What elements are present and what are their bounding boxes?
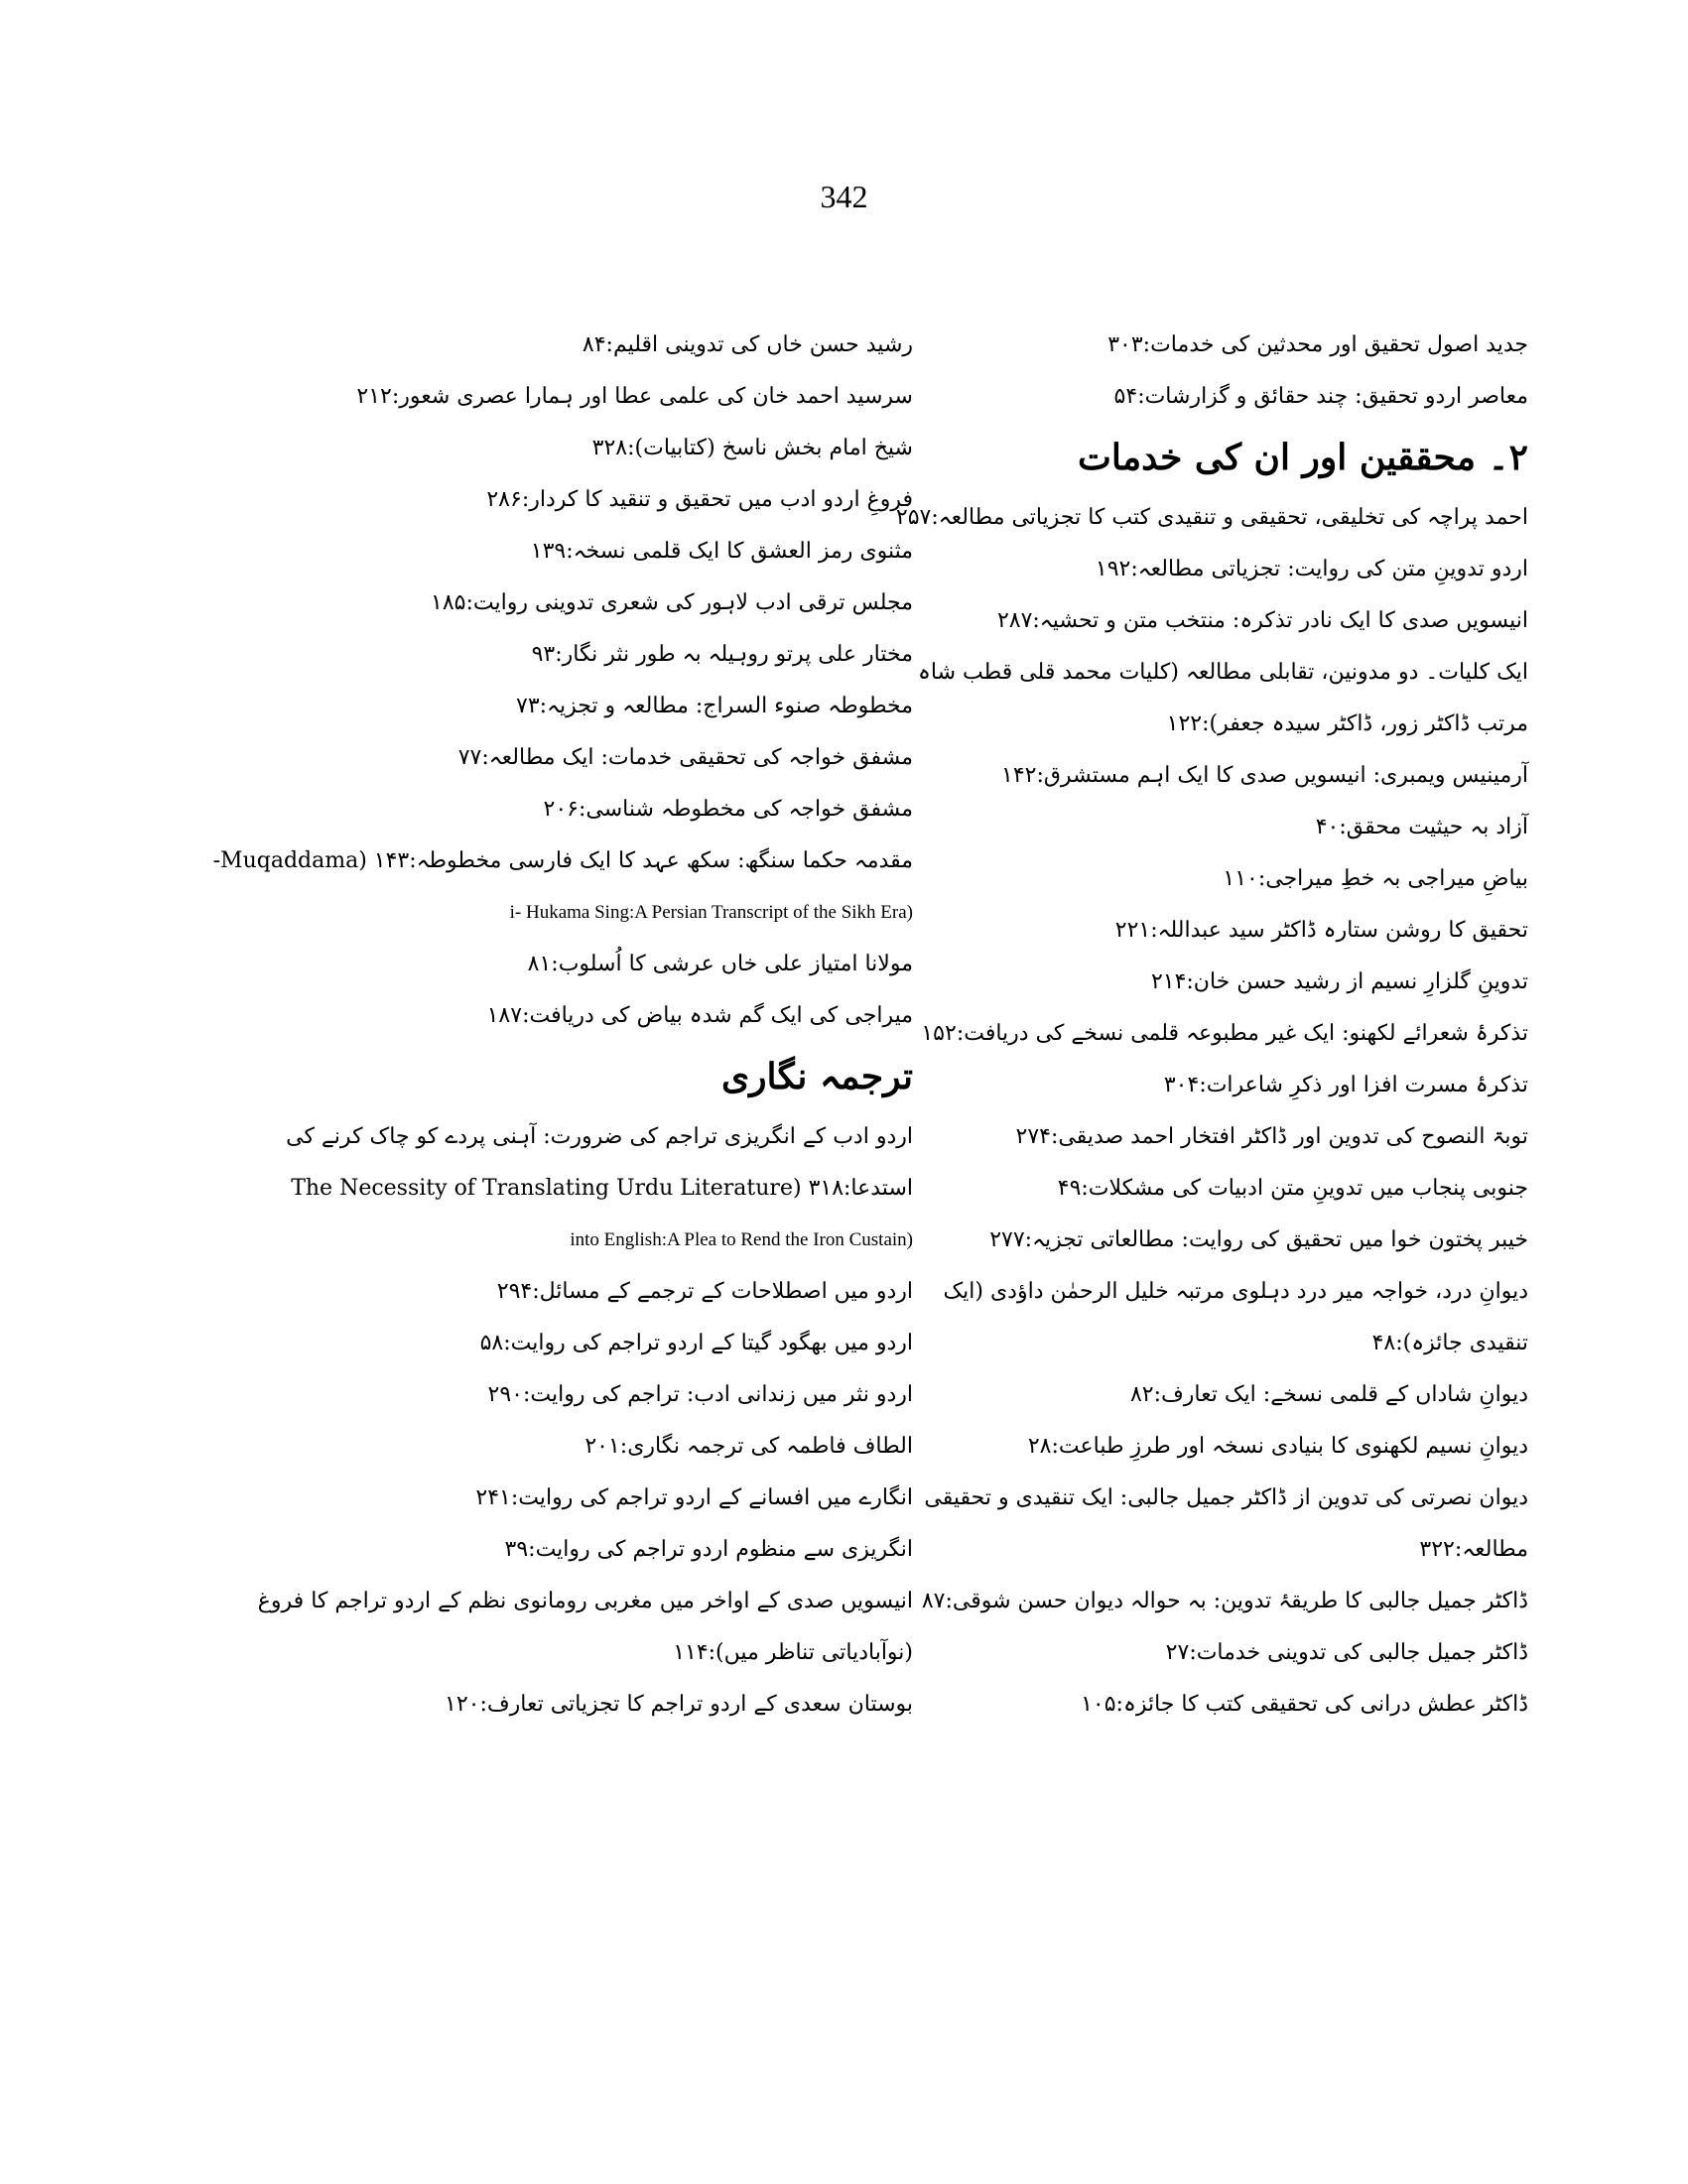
page-number: 342 [820,179,868,214]
list-item: انگریزی سے منظوم اردو تراجم کی روایت:۳۹ [504,1537,913,1562]
list-item: انیسویں صدی کے اواخر میں مغربی رومانوی نظم کے اردو تراجم کا فروغ [257,1589,913,1613]
list-item: مخطوطہ صنوء السراج: مطالعہ و تجزیہ:۷۳ [516,694,913,718]
list-item: تذکرۂ مسرت افزا اور ذکرِ شاعرات:۳۰۴ [1163,1073,1528,1097]
list-item: ڈاکٹر جمیل جالبی کی تدوینی خدمات:۲۷ [1165,1640,1528,1665]
list-item: ایک کلیات۔ دو مدونین، تقابلی مطالعہ (کلیات محمد قلی قطب شاہ مرتب ڈاکٹر زور، ڈاکٹر سیدہ جعفر):۱۲۲ [918,660,1528,736]
list-item: into English:A Plea to Rend the Iron Custain) [570,1229,913,1250]
list-item: جنوبی پنجاب میں تدوینِ متن ادبیات کی مشکلات:۴۹ [1057,1176,1528,1201]
list-item: مثنوی رمز العشق کا ایک قلمی نسخہ:۱۳۹ [530,539,913,564]
list-item: مشفق خواجہ کی تحقیقی خدمات: ایک مطالعہ:۷۷ [457,745,913,770]
list-item: ڈاکٹر جمیل جالبی کا طریقۂ تدوین: بہ حوالہ دیوان حسن شوقی:۸۷ [921,1589,1528,1613]
list-item: آزاد بہ حیثیت محقق:۴۰ [1315,815,1528,839]
list-item: اردو نثر میں زندانی ادب: تراجم کی روایت:۲۹۰ [487,1382,913,1407]
list-item: انیسویں صدی کا ایک نادر تذکرہ: منتخب متن و تحشیہ:۲۸۷ [996,608,1528,633]
list-item: ڈاکٹر عطش درانی کی تحقیقی کتب کا جائزہ:۱۰۵ [1081,1692,1528,1717]
left-column [212,320,913,1731]
list-item: مقدمہ حکما سنگھ: سکھ عہد کا ایک فارسی مخطوطہ:۱۴۳ (Muqaddama- [212,848,913,873]
list-item: (نوآبادیاتی تناظر میں):۱۱۴ [673,1640,913,1665]
list-item: خیبر پختون خوا میں تحقیق کی روایت: مطالعاتی تجزیہ:۲۷۷ [989,1227,1528,1252]
list-item: دیوانِ نسیم لکھنوی کا بنیادی نسخہ اور طرزِ طباعت:۲۸ [1027,1434,1528,1459]
list-item: بیاضِ میراجی بہ خطِ میراجی:۱۱۰ [1223,866,1528,891]
list-item: مختار علی پرتو روہیلہ بہ طور نثر نگار:۹۳ [531,642,913,667]
list-item: جدید اصول تحقیق اور محدثین کی خدمات:۳۰۳ [1107,332,1528,357]
list-item: تذکرۂ شعرائے لکھنو: ایک غیر مطبوعہ قلمی نسخے کی دریافت:۱۵۲ [921,1021,1528,1046]
list-item: تدوینِ گلزارِ نسیم از رشید حسن خان:۲۱۴ [1150,969,1528,994]
list-item: دیوانِ شاداں کے قلمی نسخے: ایک تعارف:۸۲ [1129,1382,1528,1407]
list-item: میراجی کی ایک گم شدہ بیاض کی دریافت:۱۸۷ [486,1003,913,1028]
section-heading: ۲۔ محققین اور ان کی خدمات [1078,437,1528,478]
list-item: دیوانِ درد، خواجہ میر درد دہلوی مرتبہ خلیل الرحمٰن داؤدی (ایک تنقیدی جائزہ):۴۸ [943,1279,1528,1355]
list-item: بوستان سعدی کے اردو تراجم کا تجزیاتی تعارف:۱۲۰ [445,1692,913,1717]
list-item: فروغِ اردو ادب میں تحقیق و تنقید کا کردار:۲۸۶ [486,487,913,512]
list-item: استدعا:۳۱۸ (The Necessity of Translating Urdu Literature [291,1176,913,1201]
list-item: اردو ادب کے انگریزی تراجم کی ضرورت: آہنی پردے کو چاک کرنے کی [286,1124,913,1149]
list-item: احمد پراچہ کی تخلیقی، تحقیقی و تنقیدی کتب کا تجزیاتی مطالعہ:۲۵۷ [895,505,1528,530]
list-item: انگارے میں افسانے کے اردو تراجم کی روایت:۲۴۱ [475,1485,913,1510]
list-item: شیخ امام بخش ناسخ (کتابیات):۳۲۸ [591,436,913,460]
list-item: مشفق خواجہ کی مخطوطہ شناسی:۲۰۶ [543,797,913,822]
list-item: توبۃ النصوح کی تدوین اور ڈاکٹر افتخار احمد صدیقی:۲۷۴ [1015,1124,1528,1149]
right-column [895,320,1528,1731]
list-item: آرمینیس ویمبری: انیسویں صدی کا ایک اہم مستشرق:۱۴۲ [1001,763,1528,788]
list-item: اردو تدوینِ متن کی روایت: تجزیاتی مطالعہ:۱۹۲ [1095,557,1528,581]
list-item: اردو میں بھگود گیتا کے اردو تراجم کی روایت:۵۸ [479,1331,913,1355]
list-item: رشید حسن خاں کی تدوینی اقلیم:۸۴ [582,332,913,357]
list-item: مجلس ترقی ادب لاہور کی شعری تدوینی روایت:۱۸۵ [431,590,913,615]
list-item: سرسید احمد خان کی علمی عطا اور ہمارا عصری شعور:۲۱۲ [356,384,913,409]
list-item: معاصر اردو تحقیق: چند حقائق و گزارشات:۵۴ [1113,384,1528,409]
section-heading: ترجمہ نگاری [720,1056,913,1097]
list-item: مولانا امتیاز علی خاں عرشی کا اُسلوب:۸۱ [527,952,913,976]
list-item: الطاف فاطمہ کی ترجمہ نگاری:۲۰۱ [584,1434,913,1459]
list-item: دیوان نصرتی کی تدوین از ڈاکٹر جمیل جالبی: ایک تنقیدی و تحقیقی مطالعہ:۳۲۲ [924,1485,1528,1562]
list-item: تحقیق کا روشن ستارہ ڈاکٹر سید عبداللہ:۲۲۱ [1114,918,1528,943]
list-item: اردو میں اصطلاحات کے ترجمے کے مسائل:۲۹۴ [496,1279,913,1304]
list-item: i- Hukama Sing:A Persian Transcript of the Sikh Era) [509,902,913,923]
